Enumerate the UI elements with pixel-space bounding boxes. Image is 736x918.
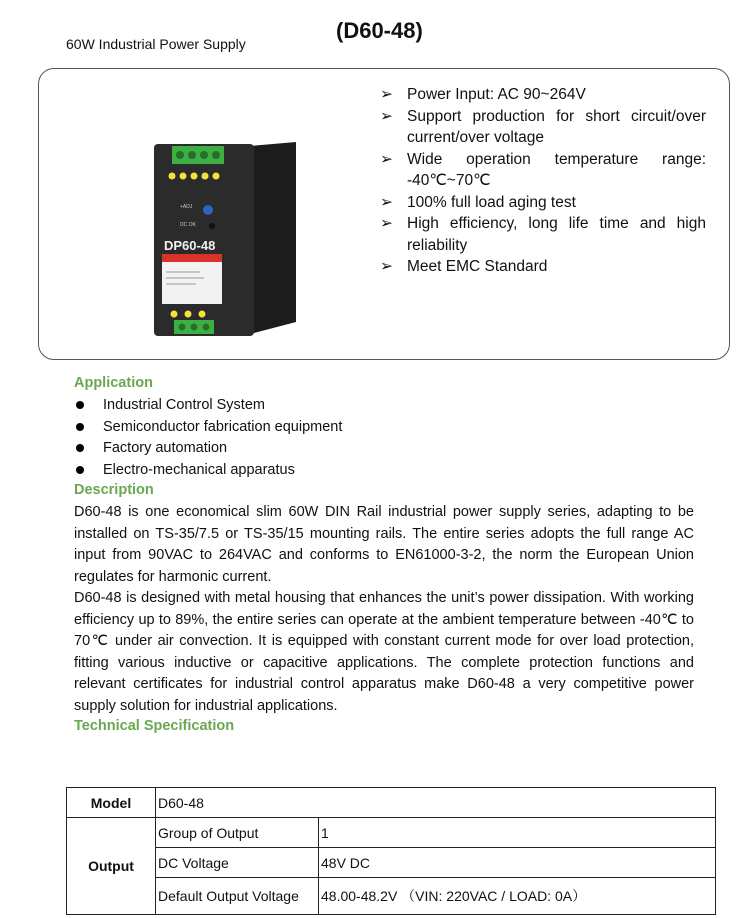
arrow-bullet-icon: ➢ — [380, 193, 393, 211]
table-row — [67, 878, 716, 915]
spec-param: Default Output Voltage — [156, 878, 319, 915]
spec-table — [66, 787, 716, 915]
product-image — [150, 138, 300, 338]
feature-item: ➢ 100% full load aging test — [380, 192, 706, 214]
bullet-dot-icon — [76, 466, 84, 474]
feature-item: ➢ Meet EMC Standard — [380, 256, 706, 278]
description-paragraph: D60-48 is one economical slim 60W DIN Rail industrial power supply series, adapting to be installed on TS-35/7.5 or TS-35/15 mounting rails. The entire series adopts the full range AC input from 90VAC to 264VAC and conforms to EN61000-3-2, the norm the European Union regulates for harmonic current. — [74, 504, 694, 585]
list-item: Industrial Control System — [74, 395, 342, 417]
bullet-dot-icon — [76, 423, 84, 431]
application-heading: Application — [74, 375, 153, 391]
feature-item: ➢ Power Input: AC 90~264V — [380, 84, 706, 106]
arrow-bullet-icon: ➢ — [380, 258, 393, 275]
feature-item: ➢ Support production for short circuit/over current/over voltage — [380, 107, 706, 146]
feature-item: ➢ High efficiency, long life time and high reliability — [380, 215, 706, 254]
description-body — [74, 502, 694, 717]
list-item: Factory automation — [74, 438, 342, 460]
arrow-bullet-icon: ➢ — [380, 215, 393, 232]
arrow-bullet-icon: ➢ — [380, 86, 393, 103]
bullet-dot-icon — [76, 444, 84, 452]
arrow-bullet-icon: ➢ — [380, 107, 393, 125]
product-model-mark: DP60-48 — [164, 238, 216, 253]
feature-list — [380, 84, 706, 278]
spec-value: 1 — [319, 818, 716, 848]
application-list — [74, 395, 342, 481]
spec-param: Group of Output — [156, 818, 319, 848]
description-heading: Description — [74, 482, 154, 498]
spec-param: DC Voltage — [156, 848, 319, 878]
table-row — [67, 818, 716, 848]
spec-value: 48.00-48.2V （VIN: 220VAC / LOAD: 0A） — [319, 878, 716, 915]
model-label: Model — [67, 788, 156, 818]
feature-item: ➢ Wide operation temperature range: -40℃~70℃ — [380, 150, 706, 189]
table-row — [67, 788, 716, 818]
list-item: Electro-mechanical apparatus — [74, 460, 342, 482]
svg-text:+ADJ: +ADJ — [180, 204, 193, 210]
table-row — [67, 848, 716, 878]
svg-text:DC OK: DC OK — [180, 222, 196, 228]
output-label: Output — [67, 818, 156, 915]
spec-value: 48V DC — [319, 848, 716, 878]
bullet-dot-icon — [76, 401, 84, 409]
list-item: Semiconductor fabrication equipment — [74, 417, 342, 439]
model-value: D60-48 — [156, 788, 716, 818]
page-subtitle: 60W Industrial Power Supply — [66, 36, 246, 52]
description-paragraph: D60-48 is designed with metal housing that enhances the unit’s power dissipation. With working efficiency up to 89%, the entire series can operate at the ambient temperature between -40℃ to 70℃ under air convection. It is equipped with constant current mode for over load protection, fitting various inductive or capacitive applications. The complete protection functions and relevant certificates for industrial control apparatus make D60-48 a very competitive power supply solution for industrial applications. — [74, 590, 694, 714]
power-supply-illustration — [150, 138, 300, 338]
tech-spec-heading: Technical Specification — [74, 718, 235, 734]
page-title: (D60-48) — [336, 18, 423, 43]
arrow-bullet-icon: ➢ — [380, 150, 393, 168]
